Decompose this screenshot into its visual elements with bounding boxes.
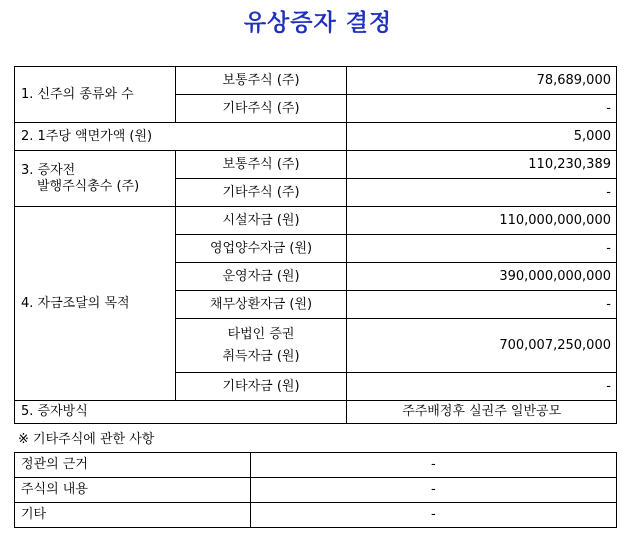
etc-value: -: [250, 503, 616, 528]
business-transfer-value: -: [347, 235, 617, 263]
securities-acquisition-label: [175, 319, 347, 373]
issuance-method-value: 주주배정후 실권주 일반공모: [347, 401, 617, 424]
pre-common-value: 110,230,389: [347, 151, 617, 179]
etc-label: 기타: [15, 503, 251, 528]
debt-repayment-value: -: [347, 291, 617, 319]
pre-common-label: 보통주식 (주): [175, 151, 347, 179]
new-other-value: -: [347, 95, 617, 123]
new-shares-label: 1. 신주의 종류와 수: [15, 67, 176, 123]
share-content-value: -: [250, 478, 616, 503]
other-fund-value: -: [347, 373, 617, 401]
pre-other-value: -: [347, 179, 617, 207]
issuance-method-label: 5. 증자방식: [15, 401, 347, 424]
page-title: 유상증자 결정: [243, 10, 393, 36]
funding-purpose-label: 4. 자금조달의 목적: [15, 207, 176, 401]
other-shares-note: ※ 기타주식에 관한 사항: [18, 432, 155, 447]
business-transfer-label: 영업양수자금 (원): [175, 235, 347, 263]
articles-basis-value: -: [250, 453, 616, 478]
facility-fund-value: 110,000,000,000: [347, 207, 617, 235]
par-value-label: 2. 1주당 액면가액 (원): [15, 123, 347, 151]
new-common-value: 78,689,000: [347, 67, 617, 95]
new-common-label: 보통주식 (주): [175, 67, 347, 95]
other-shares-table: [14, 452, 617, 528]
securities-acquisition-value: 700,007,250,000: [347, 319, 617, 373]
operating-fund-value: 390,000,000,000: [347, 263, 617, 291]
facility-fund-label: 시설자금 (원): [175, 207, 347, 235]
debt-repayment-label: 채무상환자금 (원): [175, 291, 347, 319]
pre-issue-label-line2: 발행주식총수 (주): [37, 178, 140, 194]
acquisition-label-line1: 타법인 증권: [227, 326, 295, 342]
other-fund-label: 기타자금 (원): [175, 373, 347, 401]
pre-other-label: 기타주식 (주): [175, 179, 347, 207]
pre-issue-label-line1: 3. 증자전: [21, 162, 76, 178]
share-content-label: 주식의 내용: [15, 478, 251, 503]
acquisition-label-line2: 취득자금 (원): [222, 348, 300, 364]
par-value-value: 5,000: [347, 123, 617, 151]
new-other-label: 기타주식 (주): [175, 95, 347, 123]
operating-fund-label: 운영자금 (원): [175, 263, 347, 291]
capital-increase-table: [14, 66, 617, 424]
articles-basis-label: 정관의 근거: [15, 453, 251, 478]
pre-issue-shares-label: [15, 151, 176, 207]
